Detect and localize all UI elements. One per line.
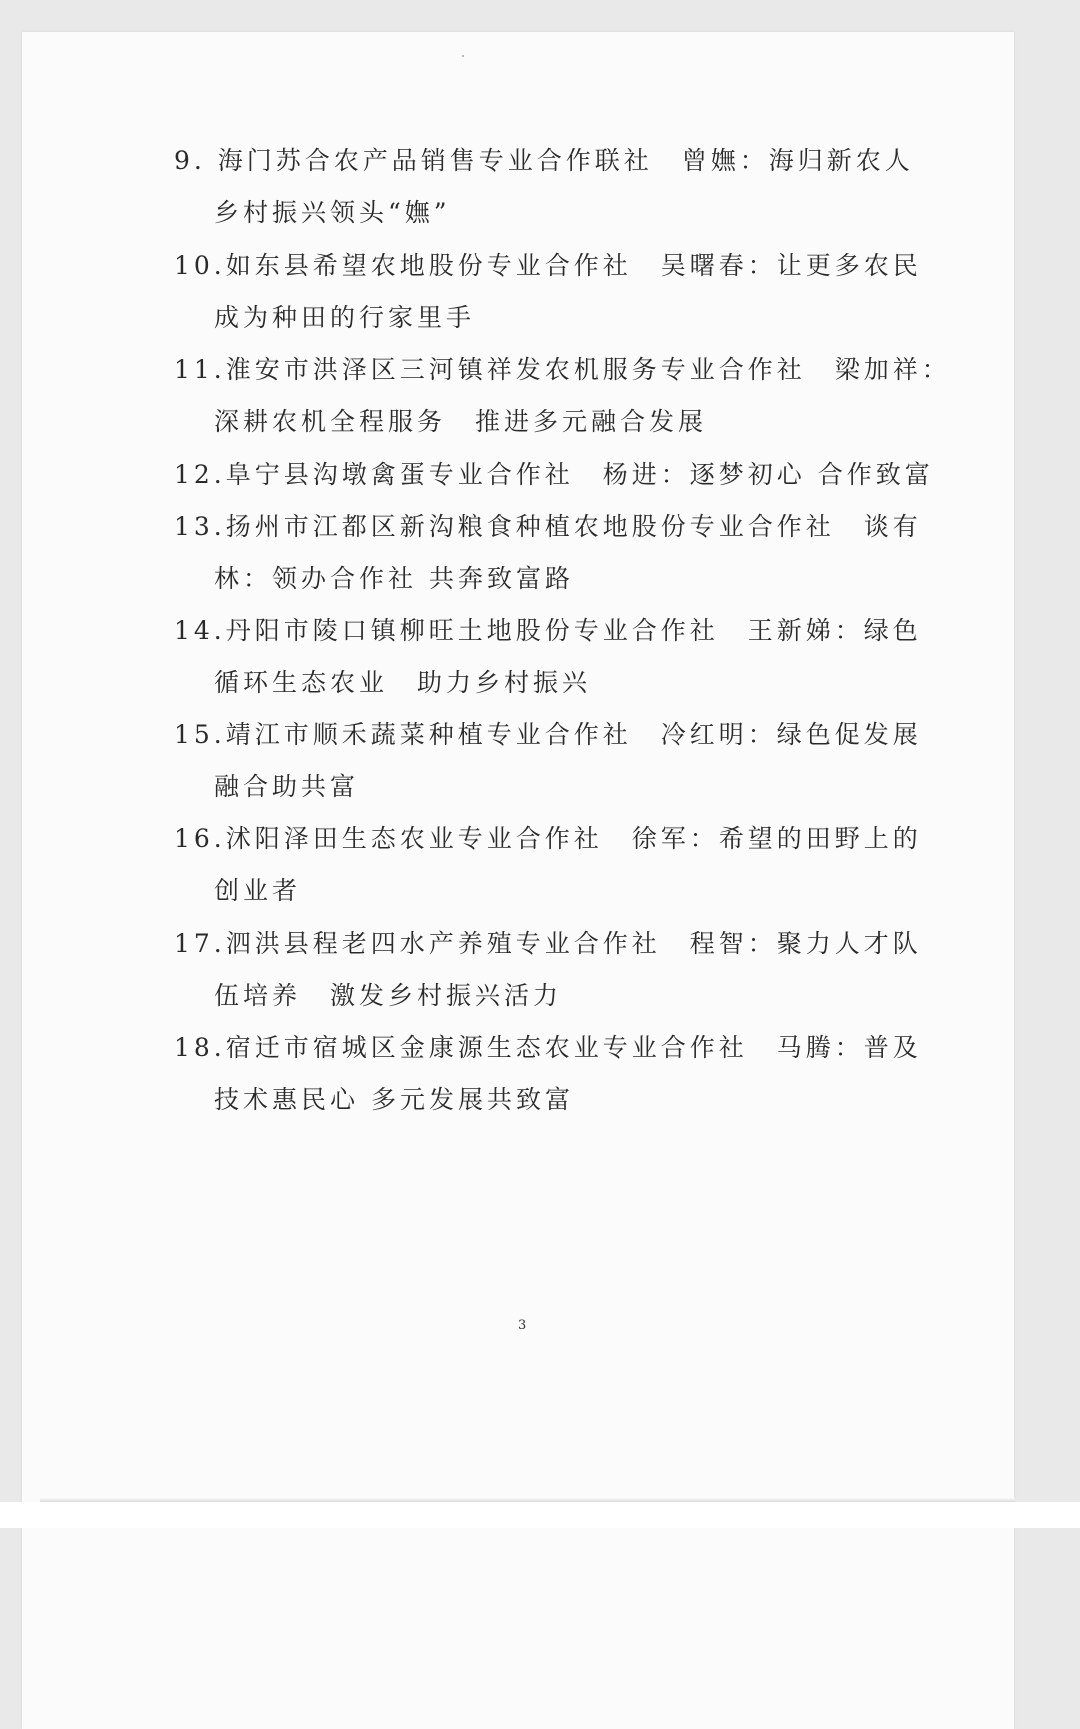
list-item-continuation: 林：领办合作社 共奔致富路: [214, 564, 574, 593]
list-item: [174, 927, 922, 1010]
list-item-continuation: 深耕农机全程服务 推进多元融合发展: [214, 407, 708, 436]
list-item: [174, 510, 922, 593]
list-item: [174, 249, 922, 332]
list-item: [174, 718, 922, 801]
list-item-line: 14.丹阳市陵口镇柳旺土地股份专业合作社 王新娣：绿色: [174, 616, 922, 645]
list-item-line: 11.淮安市洪泽区三河镇祥发农机服务专业合作社 梁加祥：: [174, 355, 951, 384]
list-item: [174, 614, 922, 697]
list-item-continuation: 乡村振兴领头“嫵”: [214, 198, 451, 227]
list-item: [174, 458, 934, 492]
background-strip: [0, 1502, 1080, 1528]
list-item: [174, 822, 922, 905]
page-number: 3: [518, 1318, 527, 1333]
list-item-line: 15.靖江市顺禾蔬菜种植专业合作社 冷红明：绿色促发展: [174, 720, 922, 749]
list-item-line: 12.阜宁县沟墩禽蛋专业合作社 杨进：逐梦初心 合作致富: [174, 460, 934, 489]
list-item-continuation: 成为种田的行家里手: [214, 303, 476, 332]
list-item-continuation: 融合助共富: [214, 772, 360, 801]
list-item-line: 13.扬州市江都区新沟粮食种植农地股份专业合作社 谈有: [174, 512, 922, 541]
list-item: [174, 353, 951, 436]
list-item-line: 9. 海门苏合农产品销售专业合作联社 曾嫵：海归新农人: [174, 146, 914, 175]
scan-speck: [462, 55, 464, 57]
list-item-line: 16.沭阳泽田生态农业专业合作社 徐军：希望的田野上的: [174, 824, 922, 853]
list-item-line: 18.宿迁市宿城区金康源生态农业专业合作社 马腾：普及: [174, 1033, 922, 1062]
list-item-continuation: 技术惠民心 多元发展共致富: [214, 1085, 574, 1114]
list-item-continuation: 创业者: [214, 876, 302, 905]
list-item: [174, 144, 914, 227]
list-item-continuation: 循环生态农业 助力乡村振兴: [214, 668, 592, 697]
list-item-continuation: 伍培养 激发乡村振兴活力: [214, 981, 563, 1010]
list-item-line: 17.泗洪县程老四水产养殖专业合作社 程智：聚力人才队: [174, 929, 922, 958]
list-item-line: 10.如东县希望农地股份专业合作社 吴曙春：让更多农民: [174, 251, 922, 280]
document-page: [22, 32, 1014, 1729]
list-item: [174, 1031, 922, 1114]
